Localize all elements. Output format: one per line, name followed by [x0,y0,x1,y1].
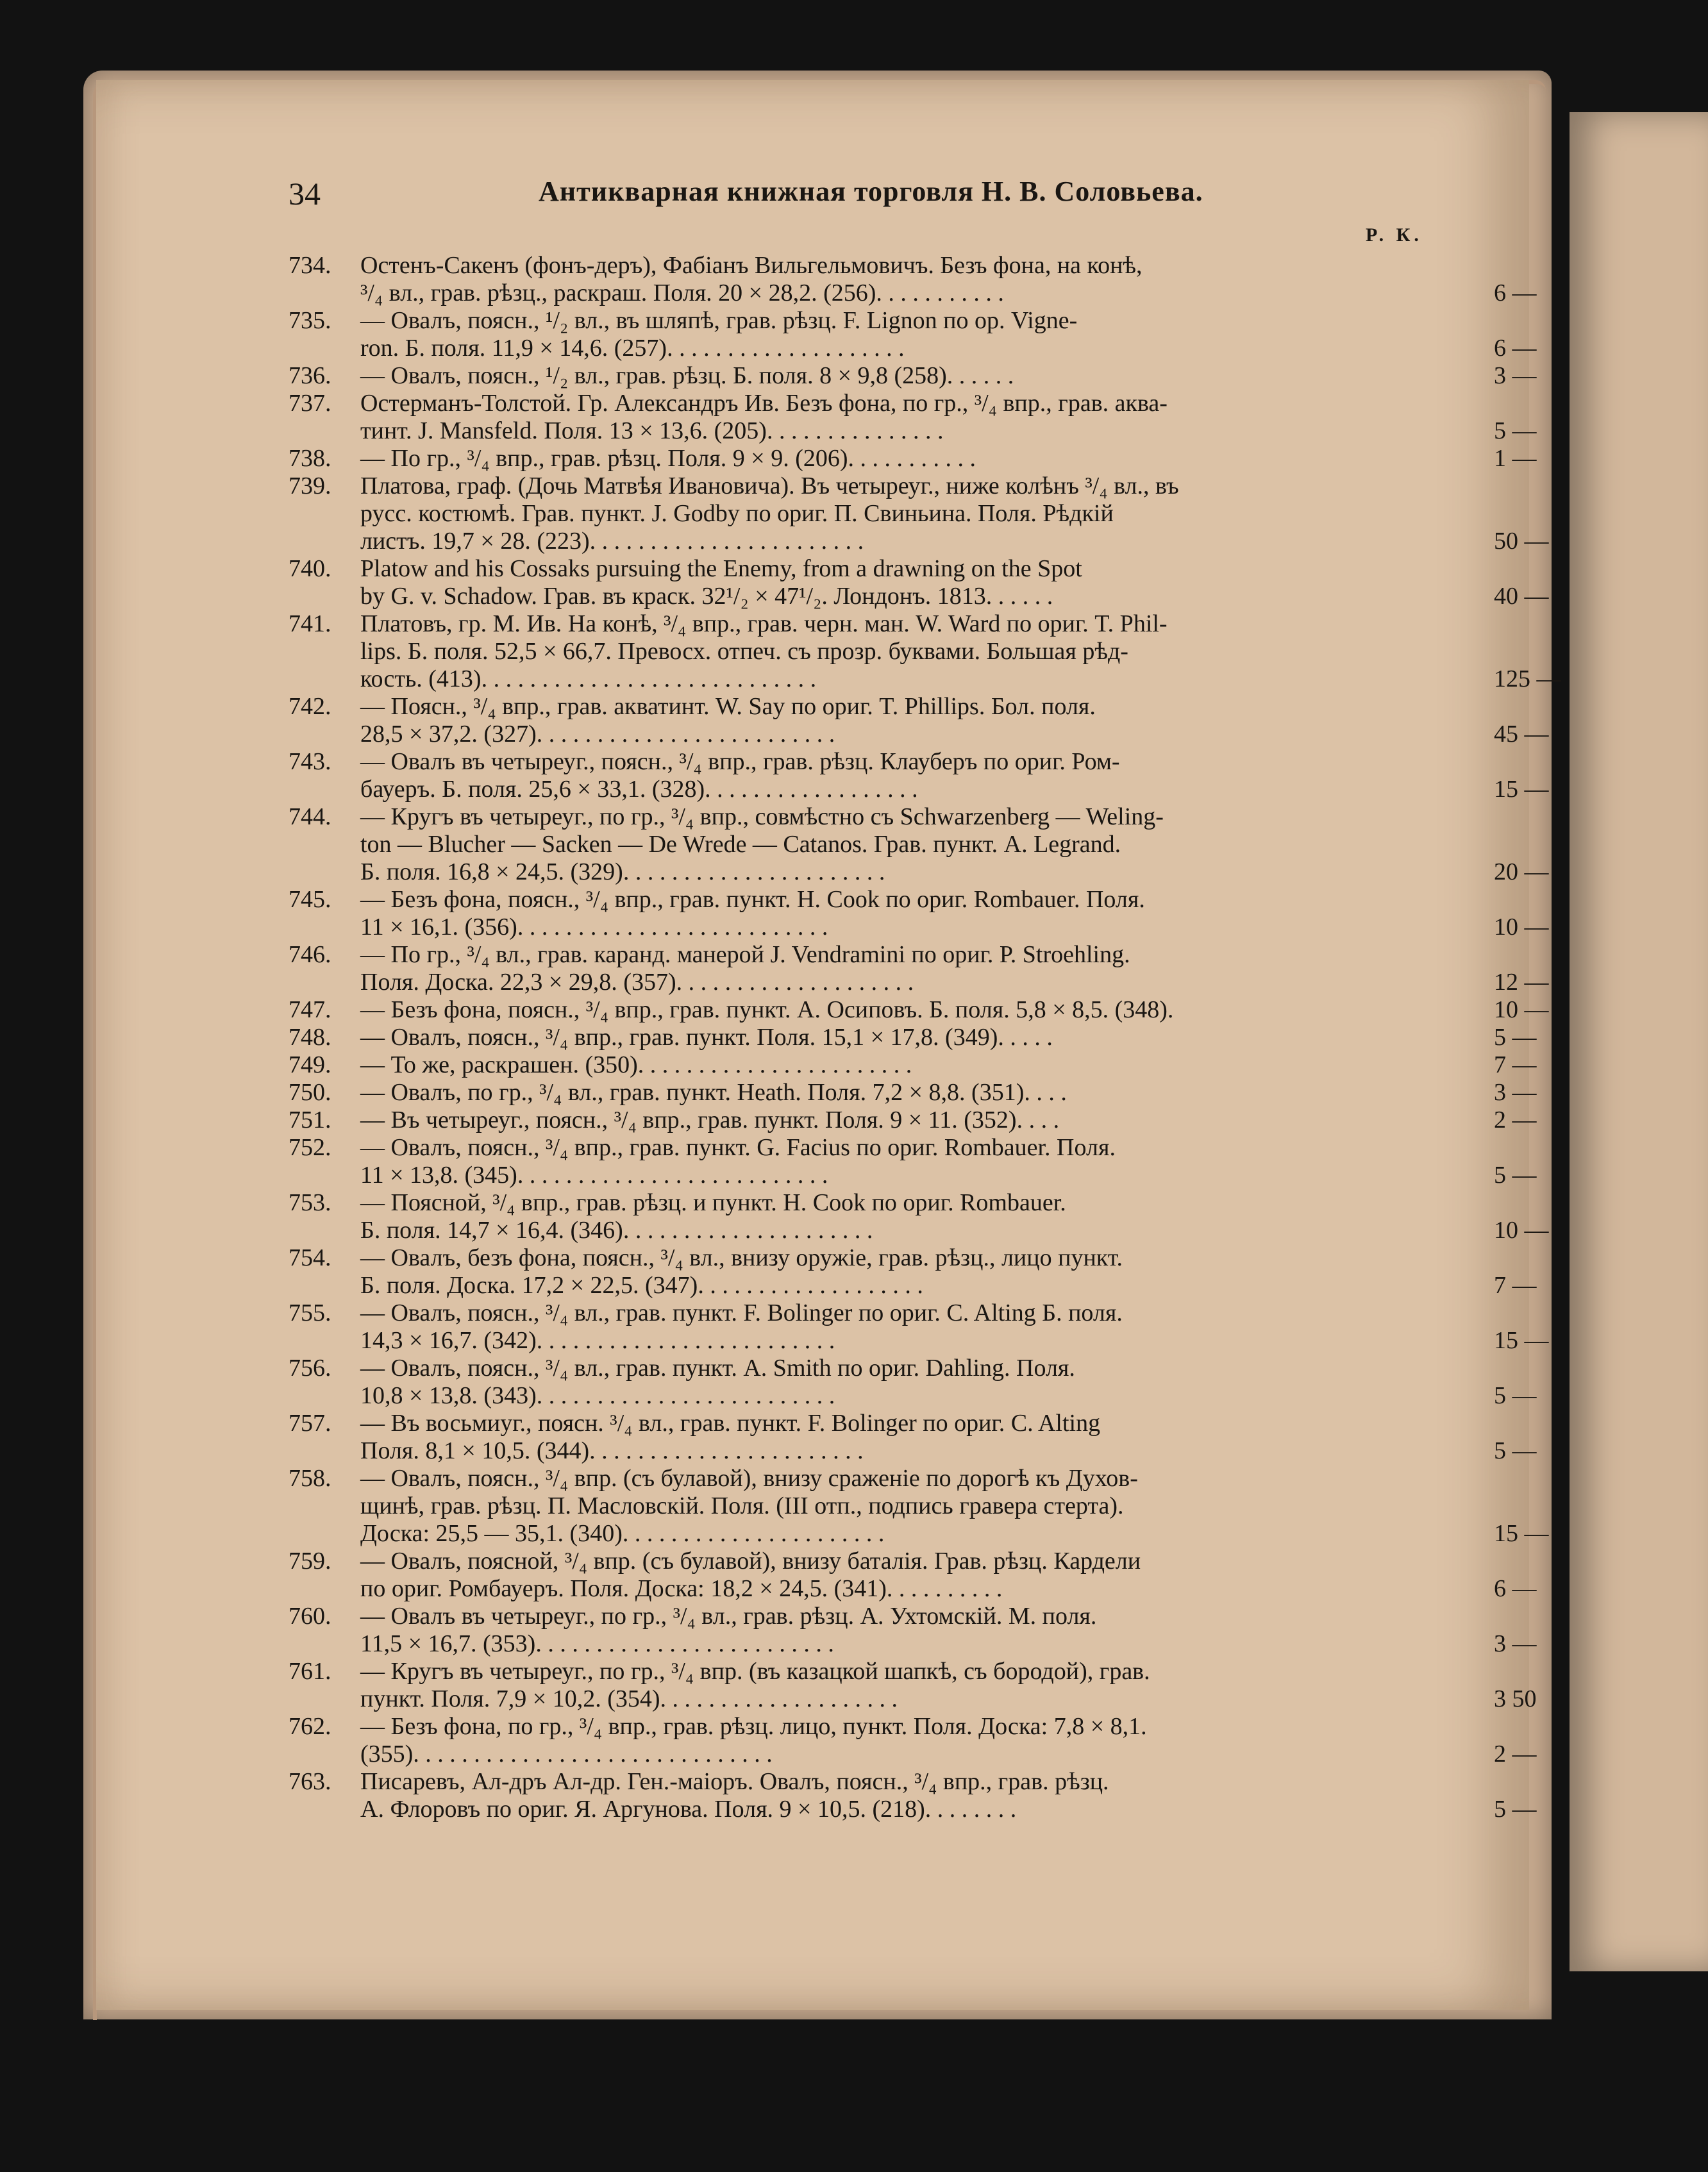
entry-price: 20 — [1494,858,1549,885]
entry-number: 752. [289,1134,331,1161]
catalog-entry [289,445,1537,472]
catalog-entry [289,996,1549,1024]
catalog-entry [289,803,1549,886]
catalog-entry [289,886,1549,941]
entry-line: Б. поля. Доска. 17,2 × 22,5. (347). . . . . . . . . . . . . . . . . . . [360,1272,923,1299]
entry-description [360,1079,1341,1107]
entry-line: — Овалъ, безъ фона, поясн., ³/₄ вл., внизу оружіе, грав. рѣзц., лицо пункт. [360,1244,1123,1271]
catalog-entry [289,1079,1537,1107]
entry-line: — Безъ фона, поясн., ³/₄ впр., грав. пункт. А. Осиповъ. Б. поля. 5,8 × 8,5. (348). [360,996,1174,1023]
facing-page-edge [1570,112,1708,1971]
entry-description [360,1051,1341,1079]
entry-line: А. Флоровъ по ориг. Я. Аргунова. Поля. 9 × 10,5. (218). . . . . . . . [360,1796,1017,1823]
entry-description [360,1134,1341,1189]
entry-line: Б. поля. 14,7 × 16,4. (346). . . . . . . . . . . . . . . . . . . . . [360,1217,873,1244]
entry-line: листъ. 19,7 × 28. (223). . . . . . . . . . . . . . . . . . . . . . . [360,528,864,555]
entry-price: 15 — [1494,1520,1549,1547]
entry-price: 5 — [1494,417,1537,444]
entry-price: 5 — [1494,1024,1537,1051]
catalog-entry [289,941,1549,996]
entry-number: 763. [289,1768,331,1795]
catalog-entry [289,748,1549,803]
entry-number: 755. [289,1299,331,1326]
entry-description [360,886,1341,941]
entry-line: пункт. Поля. 7,9 × 10,2. (354). . . . . . . . . . . . . . . . . . . . [360,1685,898,1712]
catalog-entry [289,390,1537,445]
entry-description [360,1024,1341,1051]
entry-line: кость. (413). . . . . . . . . . . . . . . . . . . . . . . . . . . . [360,665,817,692]
entry-line: бауеръ. Б. поля. 25,6 × 33,1. (328). . . . . . . . . . . . . . . . . . [360,776,918,803]
entry-description [360,445,1341,472]
entry-number: 748. [289,1024,331,1051]
entry-price: 7 — [1494,1051,1537,1078]
entry-description [360,1713,1341,1768]
entry-price: 5 — [1494,1437,1537,1464]
entry-line: — Овалъ въ четыреуг., поясн., ³/₄ впр., грав. рѣзц. Клауберъ по ориг. Ром- [360,748,1120,775]
entry-number: 749. [289,1051,331,1078]
entry-number: 736. [289,362,331,389]
catalog-entry [289,472,1549,555]
entry-price: 10 — [1494,1217,1549,1244]
entry-line: 11 × 16,1. (356). . . . . . . . . . . . . . . . . . . . . . . . . . [360,914,828,940]
catalog-entry [289,1355,1537,1410]
entry-number: 758. [289,1465,331,1492]
catalog-entry [289,1768,1537,1823]
entry-price: 45 — [1494,721,1549,748]
entry-line: — Въ четыреуг., поясн., ³/₄ впр., грав. пункт. Поля. 9 × 11. (352). . . . [360,1107,1060,1133]
entry-line: — Поясной, ³/₄ впр., грав. рѣзц. и пункт. H. Cook по ориг. Rombauer. [360,1189,1066,1216]
catalog-entry [289,1299,1549,1355]
entry-line: 14,3 × 16,7. (342). . . . . . . . . . . . . . . . . . . . . . . . . [360,1327,835,1354]
entry-price: 3 50 [1494,1685,1537,1712]
entry-line: — Въ восьмиуг., поясн. ³/₄ вл., грав. пункт. F. Bolinger по ориг. C. Alting [360,1410,1101,1437]
catalog-entry [289,1189,1549,1244]
entry-description [360,390,1341,445]
entry-price: 15 — [1494,776,1549,803]
entry-price: 15 — [1494,1327,1549,1354]
entry-price: 3 — [1494,362,1537,389]
entry-line: — Овалъ, поясн., ³/₄ впр. (съ булавой), внизу сраженіе по дорогѣ къ Духов- [360,1465,1138,1492]
entry-line: — По гр., ³/₄ вл., грав. каранд. манерой J. Vendramini по ориг. P. Stroehling. [360,941,1130,968]
entry-price: 125 — [1494,665,1561,692]
entry-description [360,1107,1341,1134]
entry-price: 5 — [1494,1382,1537,1409]
entry-number: 760. [289,1603,331,1630]
catalog-entry [289,1051,1537,1079]
entry-description [360,1465,1341,1548]
entry-number: 754. [289,1244,331,1271]
entry-description [360,1410,1341,1465]
entry-number: 759. [289,1548,331,1575]
running-title: Антикварная книжная торговля Н. В. Соловьева. [539,176,1203,207]
entry-line: Platow and his Cossaks pursuing the Enemy, from a drawning on the Spot [360,555,1082,582]
entry-line: — Овалъ, поясн., ¹/₂ вл., грав. рѣзц. Б. поля. 8 × 9,8 (258). . . . . . [360,362,1014,389]
entry-line: по ориг. Ромбауеръ. Поля. Доска: 18,2 × 24,5. (341). . . . . . . . . . [360,1575,1003,1602]
catalog-entry [289,362,1537,390]
entry-description [360,693,1341,748]
price-column-header: Р. К. [1366,224,1423,246]
entry-line: Остенъ-Сакенъ (фонъ-деръ), Фабіанъ Вильгельмовичъ. Безъ фона, на конѣ, [360,252,1143,279]
entry-line: 10,8 × 13,8. (343). . . . . . . . . . . . . . . . . . . . . . . . . [360,1382,835,1409]
entry-price: 1 — [1494,445,1537,472]
catalog-entry [289,1244,1537,1299]
entry-line: тинт. J. Mansfeld. Поля. 13 × 13,6. (205). . . . . . . . . . . . . . . [360,417,944,444]
entry-price: 5 — [1494,1796,1537,1823]
entry-number: 751. [289,1107,331,1133]
catalog-entry [289,1465,1549,1548]
page-number: 34 [289,176,321,212]
catalog-entry [289,1107,1537,1134]
catalog-entry [289,1713,1537,1768]
catalog-entry [289,1603,1537,1658]
entry-number: 761. [289,1658,331,1685]
entry-price: 7 — [1494,1272,1537,1299]
entry-description [360,941,1341,996]
entry-description [360,362,1341,390]
entry-number: 742. [289,693,331,720]
entry-number: 747. [289,996,331,1023]
catalog-entry [289,1410,1537,1465]
entry-description [360,1244,1341,1299]
entry-number: 746. [289,941,331,968]
entry-description [360,1658,1341,1713]
entry-line: Платова, граф. (Дочь Матвѣя Ивановича). Въ четыреуг., ниже колѣнъ ³/₄ вл., въ [360,472,1179,499]
catalog-page [96,80,1561,2010]
entry-number: 739. [289,472,331,499]
entry-line: Поля. 8,1 × 10,5. (344). . . . . . . . . . . . . . . . . . . . . . . [360,1437,864,1464]
entry-line: 11,5 × 16,7. (353). . . . . . . . . . . . . . . . . . . . . . . . . [360,1630,834,1657]
entry-line: — Овалъ въ четыреуг., по гр., ³/₄ вл., грав. рѣзц. А. Ухтомскій. М. поля. [360,1603,1097,1630]
entry-line: Доска: 25,5 — 35,1. (340). . . . . . . . . . . . . . . . . . . . . . [360,1520,885,1547]
entry-number: 740. [289,555,331,582]
entry-line: (355). . . . . . . . . . . . . . . . . . . . . . . . . . . . . . [360,1741,773,1767]
entry-line: — Овалъ, поясн., ³/₄ вл., грав. пункт. F. Bolinger по ориг. C. Alting Б. поля. [360,1299,1123,1326]
entry-price: 6 — [1494,335,1537,362]
entry-line: Платовъ, гр. М. Ив. На конѣ, ³/₄ впр., грав. черн. ман. W. Ward по ориг. T. Phil- [360,610,1168,637]
entry-line: — Кругъ въ четыреуг., по гр., ³/₄ впр., совмѣстно съ Schwarzenberg — Weling- [360,803,1164,830]
entry-description [360,307,1341,362]
entry-line: Остерманъ-Толстой. Гр. Александръ Ив. Безъ фона, по гр., ³/₄ впр., грав. аква- [360,390,1168,417]
entry-price: 10 — [1494,996,1549,1023]
entry-line: lips. Б. поля. 52,5 × 66,7. Превосх. отпеч. съ прозр. буквами. Большая рѣд- [360,638,1128,665]
entry-description [360,1299,1341,1355]
entry-price: 5 — [1494,1162,1537,1189]
catalog-entry [289,252,1537,307]
entry-number: 744. [289,803,331,830]
catalog-entry [289,555,1549,610]
entry-price: 3 — [1494,1630,1537,1657]
entry-description [360,748,1341,803]
entry-price: 6 — [1494,280,1537,306]
entry-line: щинѣ, грав. рѣзц. П. Масловскій. Поля. (III отп., подпись гравера стерта). [360,1492,1124,1519]
entry-price: 40 — [1494,583,1549,610]
catalog-entry [289,1134,1537,1189]
entry-number: 741. [289,610,331,637]
entry-line: ton — Blucher — Sacken — De Wrede — Catanos. Грав. пункт. A. Legrand. [360,831,1121,858]
entry-price: 3 — [1494,1079,1537,1106]
entry-line: by G. v. Schadow. Грав. въ краск. 32¹/₂ × 47¹/₂. Лондонъ. 1813. . . . . . [360,583,1053,610]
entry-description [360,996,1341,1024]
entry-line: — Овалъ, поясн., ³/₄ вл., грав. пункт. A. Smith по ориг. Dahling. Поля. [360,1355,1075,1382]
entry-number: 743. [289,748,331,775]
entry-line: Б. поля. 16,8 × 24,5. (329). . . . . . . . . . . . . . . . . . . . . . [360,858,885,885]
catalog-entry [289,693,1549,748]
entry-line: — Безъ фона, по гр., ³/₄ впр., грав. рѣзц. лицо, пункт. Поля. Доска: 7,8 × 8,1. [360,1713,1147,1740]
catalog-entry [289,1548,1537,1603]
entry-description [360,610,1341,693]
entry-line: 11 × 13,8. (345). . . . . . . . . . . . . . . . . . . . . . . . . . [360,1162,828,1189]
entry-description [360,1548,1341,1603]
entry-line: — Овалъ, поясной, ³/₄ впр. (съ булавой), внизу баталія. Грав. рѣзц. Кардели [360,1548,1141,1575]
entry-line: — Овалъ, поясн., ³/₄ впр., грав. пункт. G. Facius по ориг. Rombauer. Поля. [360,1134,1116,1161]
entry-line: русс. костюмѣ. Грав. пункт. J. Godby по ориг. П. Свиньина. Поля. Рѣдкій [360,500,1114,527]
entry-line: — Безъ фона, поясн., ³/₄ впр., грав. пункт. H. Cook по ориг. Rombauer. Поля. [360,886,1145,913]
catalog-entry [289,1024,1537,1051]
entry-number: 735. [289,307,331,334]
entry-price: 50 — [1494,528,1549,555]
entry-description [360,472,1341,555]
catalog-entry [289,610,1561,693]
entry-price: 2 — [1494,1107,1537,1133]
entry-description [360,1603,1341,1658]
entry-number: 757. [289,1410,331,1437]
entry-line: ³/₄ вл., грав. рѣзц., раскраш. Поля. 20 × 28,2. (256). . . . . . . . . . . [360,280,1004,306]
catalog-entries [289,252,1561,1823]
entry-line: — То же, раскрашен. (350). . . . . . . . . . . . . . . . . . . . . . . [360,1051,912,1078]
entry-line: Писаревъ, Ал-дръ Ал-др. Ген.-маіоръ. Овалъ, поясн., ³/₄ впр., грав. рѣзц. [360,1768,1109,1795]
entry-price: 6 — [1494,1575,1537,1602]
entry-line: — Поясн., ³/₄ впр., грав. акватинт. W. Say по ориг. T. Phillips. Бол. поля. [360,693,1096,720]
entry-line: 28,5 × 37,2. (327). . . . . . . . . . . . . . . . . . . . . . . . . [360,721,835,748]
catalog-entry [289,1658,1537,1713]
entry-price: 12 — [1494,969,1549,996]
entry-number: 738. [289,445,331,472]
entry-description [360,1189,1341,1244]
entry-line: Поля. Доска. 22,3 × 29,8. (357). . . . . . . . . . . . . . . . . . . . [360,969,914,996]
entry-description [360,803,1341,886]
entry-line: ron. Б. поля. 11,9 × 14,6. (257). . . . . . . . . . . . . . . . . . . . [360,335,905,362]
entry-number: 745. [289,886,331,913]
entry-description [360,1768,1341,1823]
entry-line: — Овалъ, поясн., ¹/₂ вл., въ шляпѣ, грав. рѣзц. F. Lignon по ор. Vigne- [360,307,1078,334]
entry-description [360,555,1341,610]
entry-number: 750. [289,1079,331,1106]
entry-line: — Овалъ, по гр., ³/₄ вл., грав. пункт. Heath. Поля. 7,2 × 8,8. (351). . . . [360,1079,1067,1106]
entry-number: 737. [289,390,331,417]
entry-number: 756. [289,1355,331,1382]
entry-price: 2 — [1494,1741,1537,1767]
entry-number: 753. [289,1189,331,1216]
entry-number: 762. [289,1713,331,1740]
running-head [289,175,1378,220]
entry-price: 10 — [1494,914,1549,940]
entry-number: 734. [289,252,331,279]
entry-line: — Кругъ въ четыреуг., по гр., ³/₄ впр. (въ казацкой шапкѣ, съ бородой), грав. [360,1658,1150,1685]
entry-description [360,252,1341,307]
entry-line: — Овалъ, поясн., ³/₄ впр., грав. пункт. Поля. 15,1 × 17,8. (349). . . . . [360,1024,1053,1051]
entry-description [360,1355,1341,1410]
entry-line: — По гр., ³/₄ впр., грав. рѣзц. Поля. 9 × 9. (206). . . . . . . . . . . [360,445,976,472]
catalog-entry [289,307,1537,362]
